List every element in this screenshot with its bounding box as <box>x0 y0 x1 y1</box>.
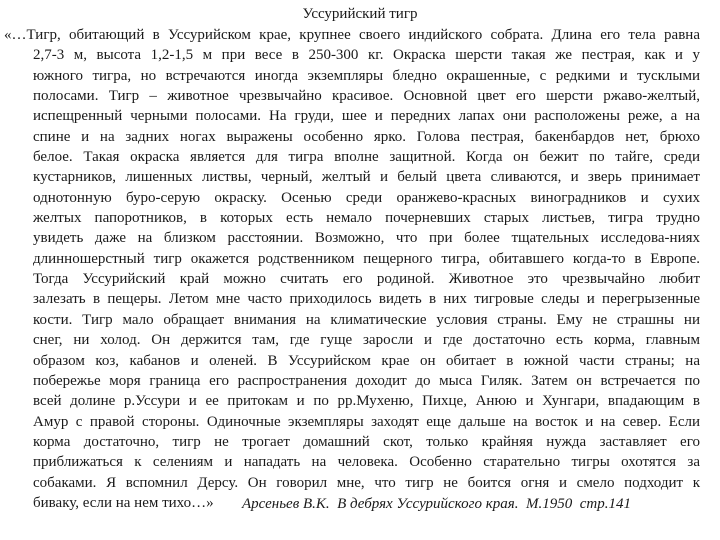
citation: Арсеньев В.К. В дебрях Уссурийского края. М.1950 стр.141 <box>242 496 631 512</box>
text-line: биваку, если на нем тихо…» <box>33 494 214 511</box>
text-line: снег, ни холод. Он держится там, где гуще заросли и где достаточно есть корма, главным <box>33 332 700 349</box>
text-line: Амур с правой стороны. Одиночные экземпляры заходят еще дальше на восток и на север. Если <box>33 413 700 430</box>
text-line: 2,7-3 м, высота 1,2-1,5 м при весе в 250-300 кг. Окраска шерсти такая же пестрая, как и у <box>33 47 700 64</box>
text-line: приближаться к селениям и нападать на человека. Особенно старательно тигры охотятся за <box>33 454 700 471</box>
text-line: спине и на задних ногах выражены особенно ярко. Голова пестрая, бакенбардов нет, брюхо <box>33 128 700 145</box>
text-line: полосами. Тигр – животное чрезвычайно красивое. Основной цвет его шерсти ржаво-желтый, <box>33 88 700 105</box>
text-line: кости. Тигр мало обращает внимания на климатические условия страны. Ему не страшны ни <box>33 311 700 328</box>
document-title: Уссурийский тигр <box>302 6 418 22</box>
text-line: испещренный черными полосами. На груди, шее и передних лапах они расположены реже, а на <box>33 108 700 125</box>
text-line: кустарников, лишенных листвы, черный, желтый и белый цвета сливаются, и зверь принимает <box>33 169 700 186</box>
text-line: увидеть даже на близком расстоянии. Возможно, что при более тщательных исследова-ниях <box>33 230 700 247</box>
text-line: белое. Такая окраска является для тигра вполне защитной. Когда он бежит по тайге, среди <box>33 149 700 166</box>
text-line: собаками. Я вспомнил Дерсу. Он говорил мне, что тигр не боится огня и смело подходит к <box>33 474 700 491</box>
text-line: Тогда Уссурийский край можно считать его родиной. Животное это чрезвычайно любит <box>33 271 700 288</box>
text-line: побережье моря граница его распространения доходит до мыса Гиляк. Затем он встречается по <box>33 372 700 389</box>
quote-body <box>4 25 700 513</box>
text-line: залезать в пещеры. Летом мне часто приходилось видеть в них тигровые следы и перегрызенные <box>33 291 700 308</box>
text-line: южного тигра, но встречаются иногда экземпляры бледно окрашенные, с редкими и тусклыми <box>33 67 700 84</box>
text-line: «…Тигр, обитающий в Уссурийском крае, крупнее своего индийского собрата. Длина его тела равна <box>4 27 700 43</box>
text-line: образом коз, кабанов и оленей. В Уссурийском крае он обитает в южной части страны; на <box>33 352 700 369</box>
text-line: длинношерстный тигр окажется родственником пещерного тигра, обитавшего когда-то в Европе. <box>33 250 700 267</box>
text-line: желтых папоротников, в которых есть немало почерневших старых листьев, тигра трудно <box>33 210 700 227</box>
text-line: однотонную буро-серую окраску. Осенью среди оранжево-красных виноградников и сухих <box>33 189 700 206</box>
text-line: корма достаточно, тигр не трогает домашний скот, только крайняя нужда заставляет его <box>33 433 700 450</box>
text-line: всей долине р.Уссури и ее притокам и по рр.Мухеню, Пихце, Анюю и Хунгари, впадающим в <box>33 393 700 410</box>
